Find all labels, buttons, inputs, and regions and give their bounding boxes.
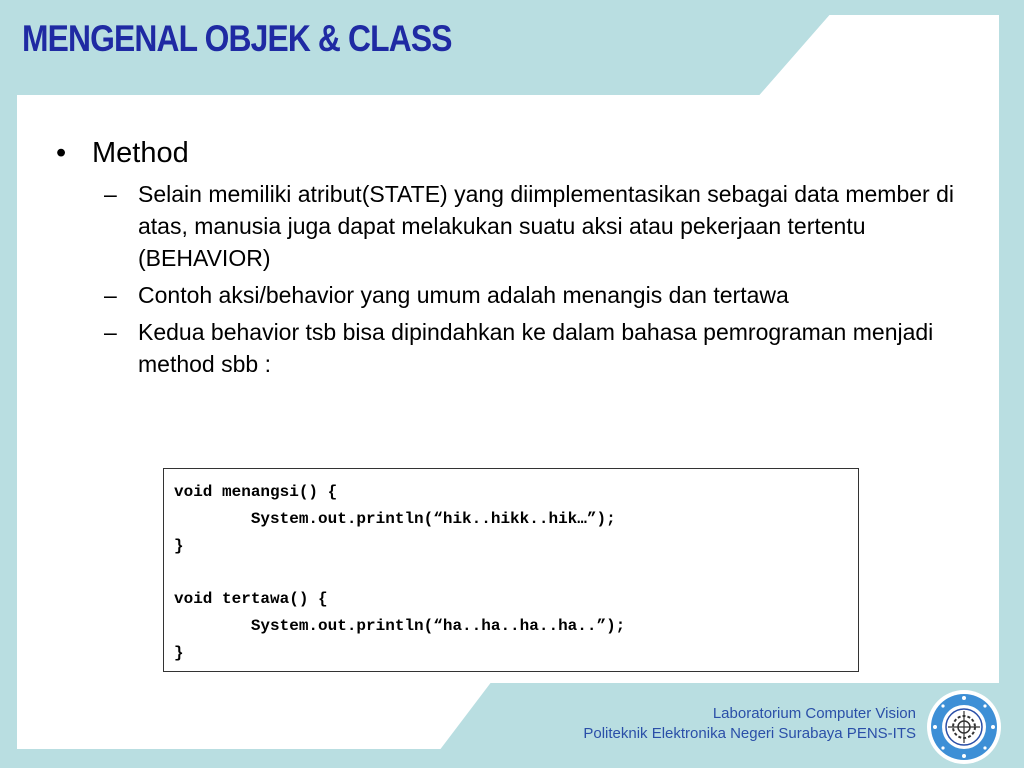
bullet-item bbox=[56, 137, 956, 170]
sub-bullet-text: Kedua behavior tsb bisa dipindahkan ke dalam bahasa pemrograman menjadi method sbb : bbox=[138, 319, 934, 377]
dash-marker: – bbox=[104, 319, 117, 345]
bullet-marker: • bbox=[56, 137, 67, 169]
footer-institution: Politeknik Elektronika Negeri Surabaya PENS-ITS bbox=[583, 725, 916, 742]
code-box bbox=[163, 468, 859, 672]
sub-bullet-item bbox=[104, 279, 956, 311]
footer-lab-name: Laboratorium Computer Vision bbox=[712, 705, 916, 722]
slide-content bbox=[56, 137, 956, 385]
pens-its-seal-icon bbox=[926, 689, 1002, 765]
bullet-text: Method bbox=[92, 137, 189, 169]
dash-marker: – bbox=[104, 181, 117, 207]
footer bbox=[583, 704, 916, 744]
sub-bullet-list bbox=[104, 178, 956, 380]
slide-title: MENGENAL OBJEK & CLASS bbox=[22, 18, 452, 59]
sub-bullet-item bbox=[104, 178, 956, 274]
dash-marker: – bbox=[104, 282, 117, 308]
sub-bullet-text: Selain memiliki atribut(STATE) yang diimplementasikan sebagai data member di atas, manusia juga dapat melakukan suatu aksi atau pekerjaan tertentu (BEHAVIOR) bbox=[138, 181, 954, 271]
sub-bullet-item bbox=[104, 316, 956, 380]
sub-bullet-text: Contoh aksi/behavior yang umum adalah menangis dan tertawa bbox=[138, 282, 789, 308]
code-snippet: void menangsi() { System.out.println(“hik..hikk..hik…”); } void tertawa() { System.out.println(“ha..ha..ha..ha..”); } bbox=[174, 483, 626, 662]
